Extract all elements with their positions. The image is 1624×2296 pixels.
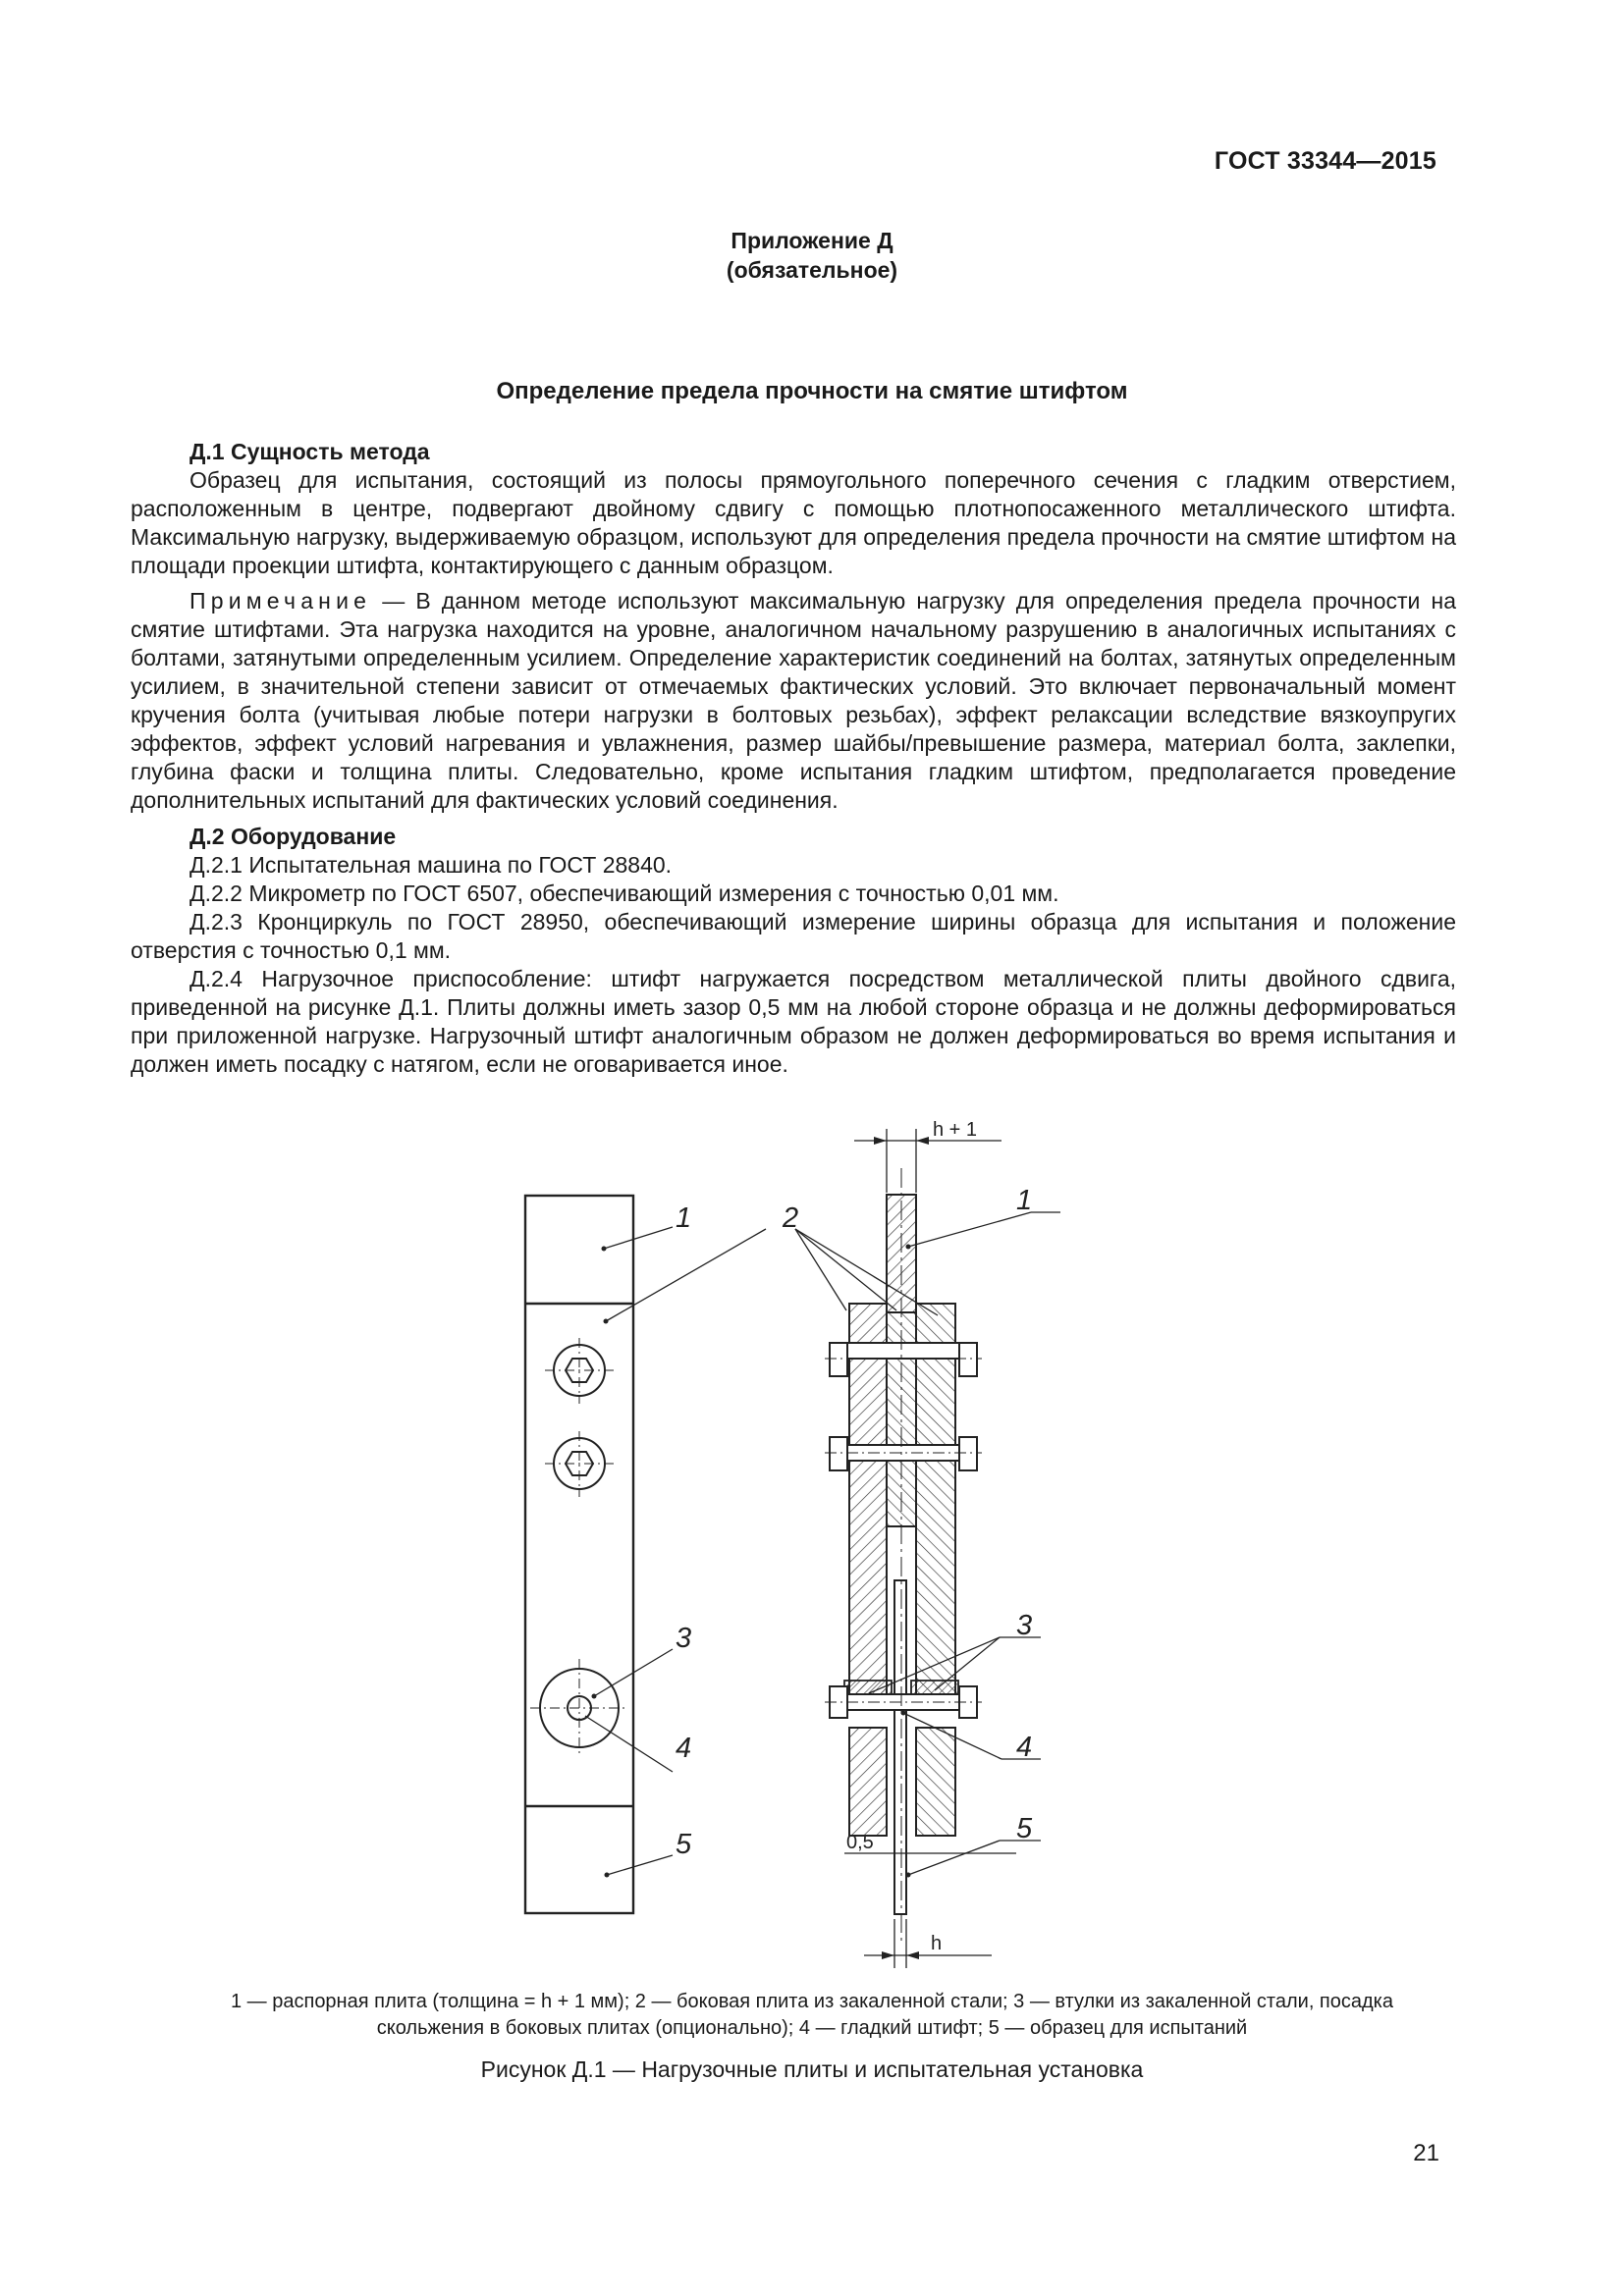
figure-legend-line-2: скольжения в боковых плитах (опционально); 4 — гладкий штифт; 5 — образец для испытаний [376,2017,1248,2039]
dimension-gap: 0,5 [846,1832,874,1853]
side-plate-right-lower [916,1728,955,1836]
label-section-5: 5 [1016,1813,1033,1844]
label-section-1: 1 [1016,1185,1033,1216]
label-front-4: 4 [676,1733,692,1764]
paragraph-d1-essence: Образец для испытания, состоящий из полосы прямоугольного поперечного сечения с гладким отверстием, расположенным в центре, подвергают двойному сдвигу с помощью плотнопосаженного металлического штифта. Максимальную нагрузку, выдерживаемую образцом, используют для определения предела прочности на смятие штифтом на площади проекции штифта, контактирующего с данным образцом. [131,467,1456,578]
paragraph-d2-4: Д.2.4 Нагрузочное приспособление: штифт нагружается посредством металлической плиты двойного сдвига, приведенной на рисунке Д.1. Плиты должны иметь зазор 0,5 мм на любой стороне образца и не должны деформироваться при приложенной нагрузке. Нагрузочный штифт аналогичным образом не должен деформироваться во время испытания и должен иметь посадку с натягом, если не оговаривается иное. [131,966,1456,1077]
dimension-h: h [931,1933,943,1954]
bolt-head-lower-icon [545,1431,614,1497]
front-view [525,1196,766,1913]
label-front-3: 3 [676,1623,692,1654]
annex-main-title: Определение предела прочности на смятие штифтом [496,378,1128,404]
side-plate-left-lower [849,1728,887,1836]
label-front-1: 1 [676,1202,692,1234]
specimen-strip [894,1580,906,1914]
label-2: 2 [783,1202,799,1234]
bolt-head-upper-icon [545,1338,614,1404]
dimension-h-plus-1: h + 1 [933,1119,978,1141]
figure-legend [177,1989,1447,2042]
label-section-4: 4 [1016,1732,1033,1763]
front-view-leaders [585,1227,766,1875]
annex-status: (обязательное) [726,257,898,283]
figure-caption: Рисунок Д.1 — Нагрузочные плиты и испытательная установка [480,2056,1144,2082]
page-number: 21 [1413,2140,1439,2166]
paragraph-d2-2: Д.2.2 Микрометр по ГОСТ 6507, обеспечивающий измерения с точностью 0,01 мм. [189,881,1059,906]
document-header: ГОСТ 33344—2015 [1214,147,1436,175]
bushing-and-pin-icon [530,1659,628,1757]
section-heading-d1: Д.1 Сущность метода [189,439,430,464]
label-section-3: 3 [1016,1610,1033,1641]
paragraph-d2-3: Д.2.3 Кронциркуль по ГОСТ 28950, обеспечивающий измерение ширины образца для испытания и положение отверстия с точностью 0,1 мм. [131,909,1456,963]
paragraph-d2-1: Д.2.1 Испытательная машина по ГОСТ 28840. [189,852,673,878]
annex-title: Приложение Д [731,228,893,253]
note-label: Примечание [189,588,372,614]
section-heading-d2: Д.2 Оборудование [189,824,397,849]
note-text: — В данном методе используют максимальную нагрузку для определения предела прочности на смятие штифтами. Эта нагрузка находится на уровне, аналогичном начальному разрушению в аналогичных испытаниях с болтами, затянутыми определенным усилием. Определение характеристик соединений на болтах, затянутых определенным усилием, в значительной степени зависит от отмечаемых фактических условий. Это включает первоначальный момент кручения болта (учитывая любые потери нагрузки в болтовых резьбах), эффект релаксации вследствие вязкоупругих эффектов, эффект условий нагревания и увлажнения, размер шайбы/превышение размера, материал болта, заклепки, глубина фаски и толщина плиты. Следовательно, кроме испытания гладким штифтом, предполагается проведение дополнительных испытаний для фактических условий соединения. [131,588,1456,813]
figure-legend-line-1: 1 — распорная плита (толщина = h + 1 мм); 2 — боковая плита из закаленной стали; 3 — втулки из закаленной стали, посадка [231,1991,1393,2012]
side-plate-left-upper [849,1304,887,1696]
side-plate-right-upper [916,1304,955,1696]
label-front-5: 5 [676,1829,692,1860]
